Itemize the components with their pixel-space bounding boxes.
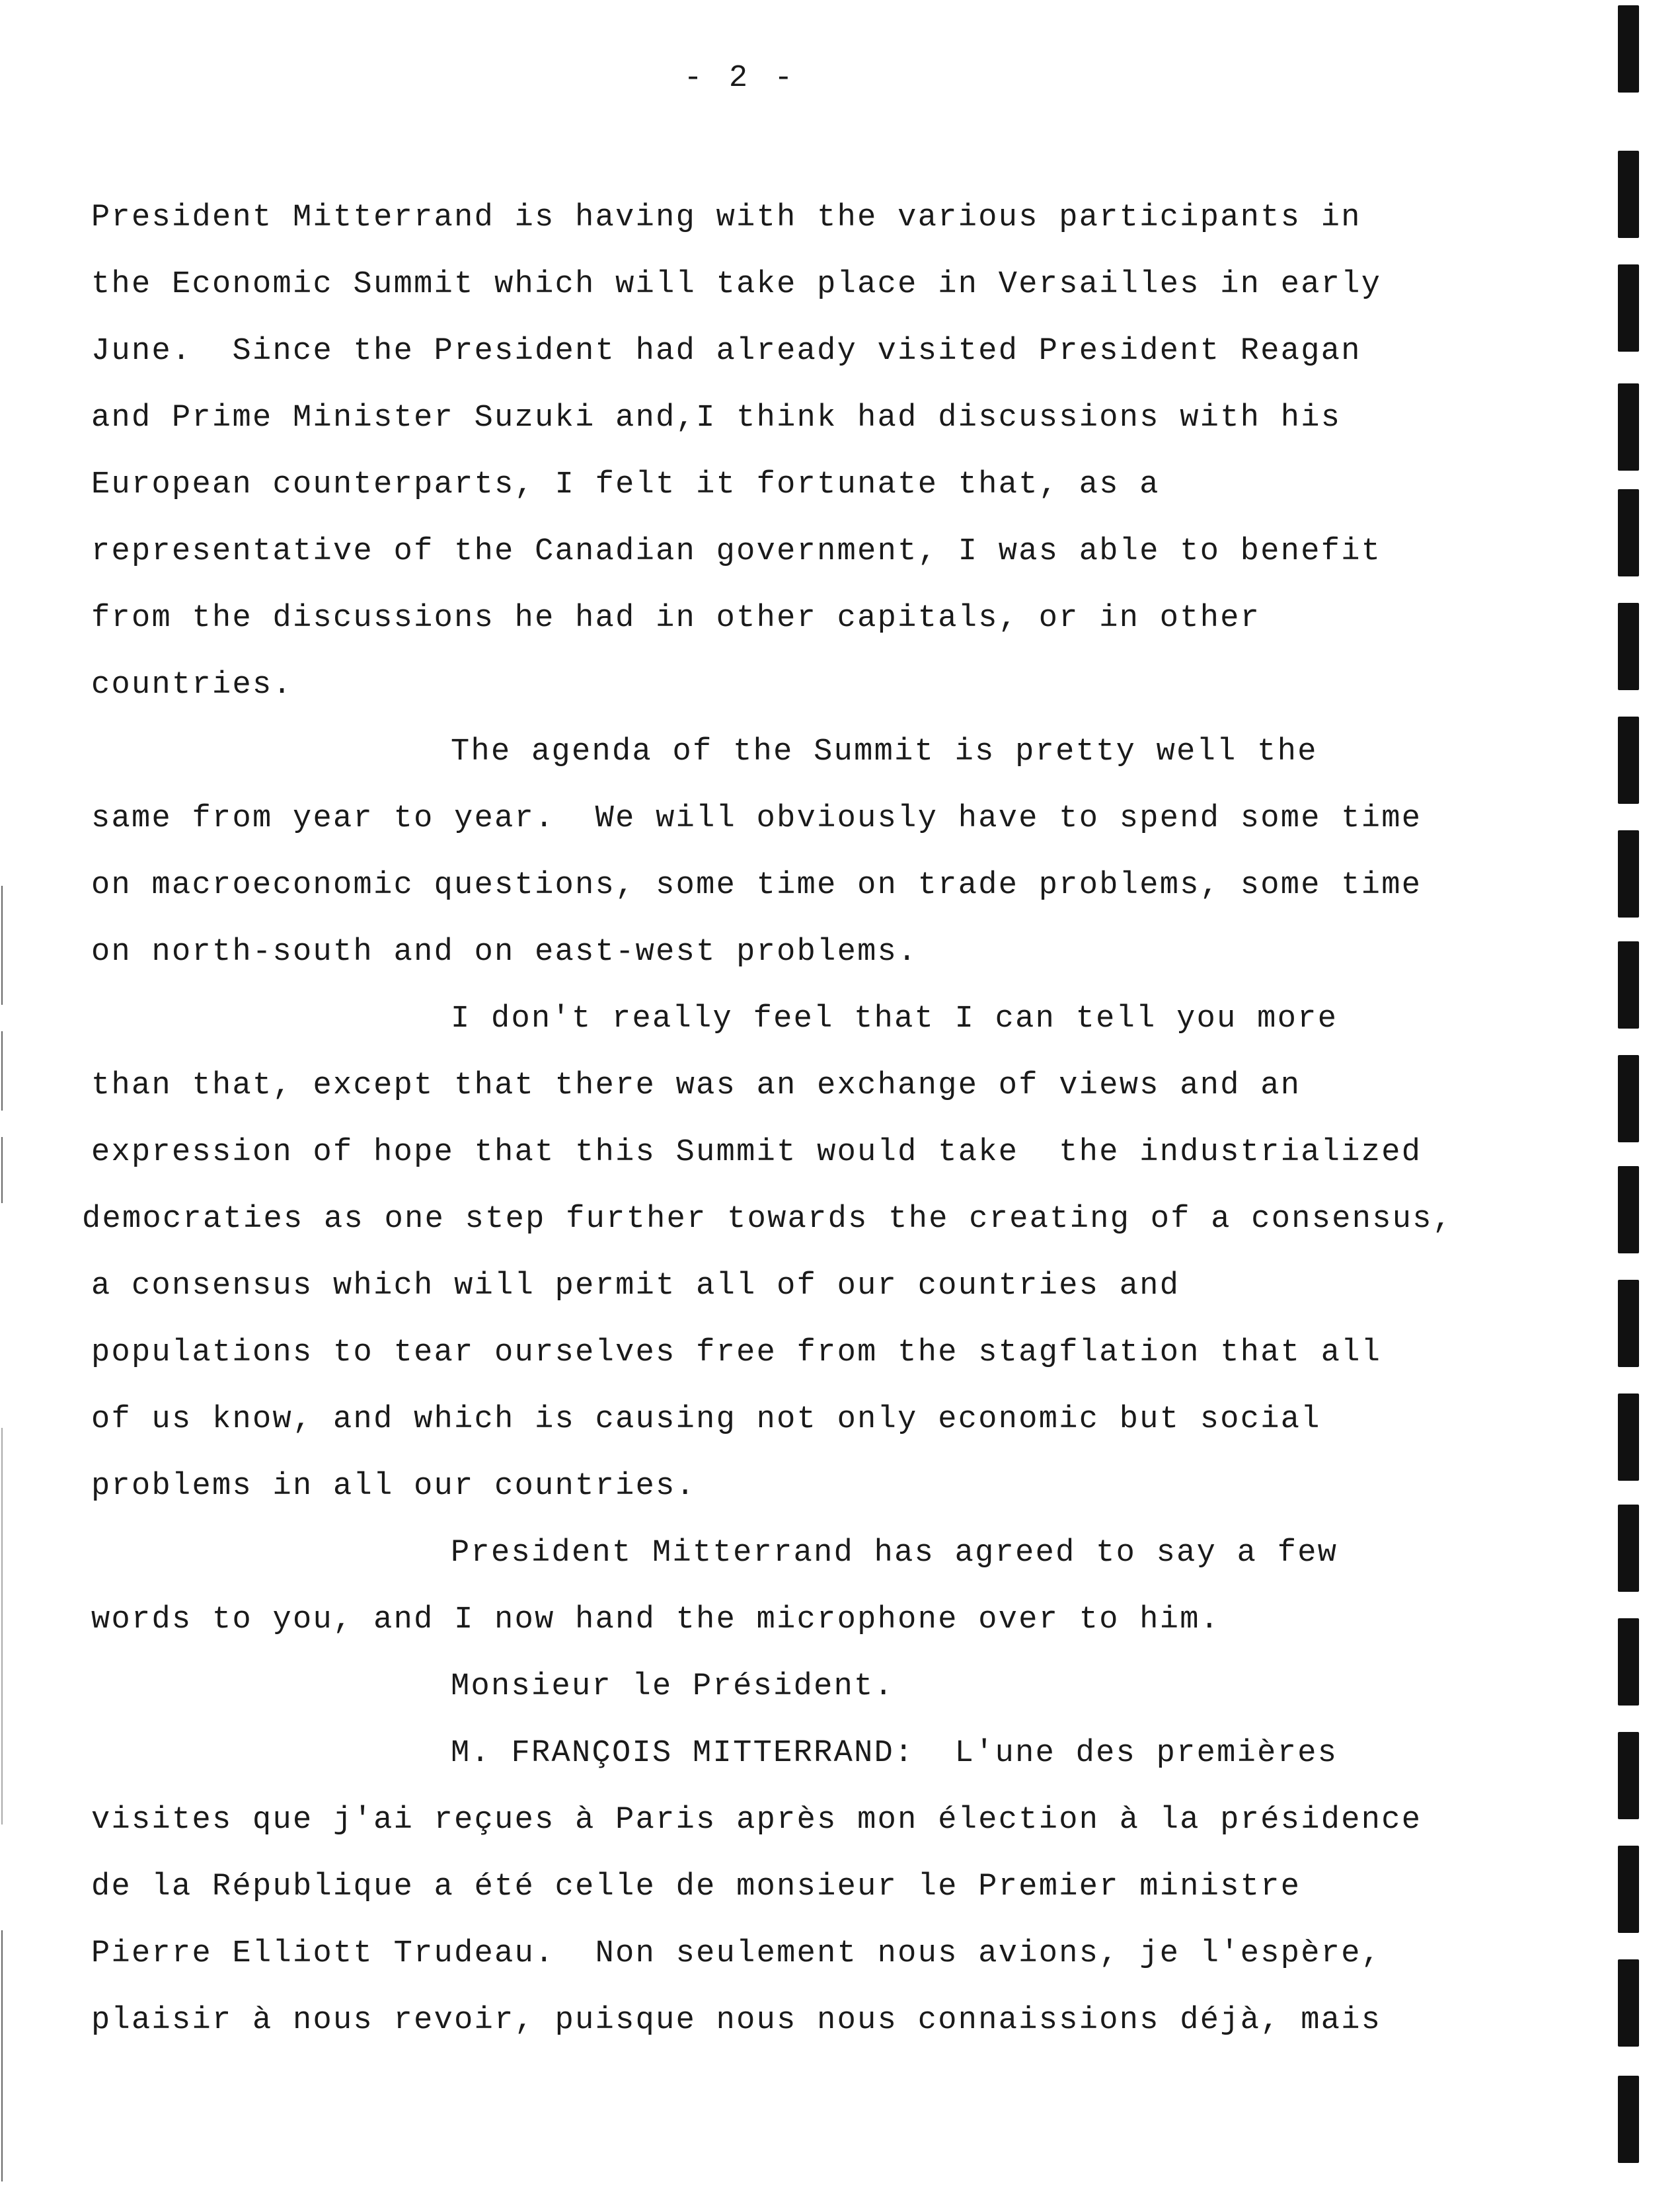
binding-hole xyxy=(1618,717,1639,804)
text-line: than that, except that there was an exchange of views and an xyxy=(91,1068,1301,1103)
text-line: expression of hope that this Summit would take the industrialized xyxy=(91,1135,1422,1170)
text-line: a consensus which will permit all of our countries and xyxy=(91,1269,1180,1304)
binding-hole xyxy=(1618,1732,1639,1819)
binding-hole xyxy=(1618,2076,1639,2163)
paragraph-first-line: The agenda of the Summit is pretty well the xyxy=(451,734,1318,769)
binding-hole xyxy=(1618,151,1639,238)
binding-hole xyxy=(1618,941,1639,1029)
paragraph-first-line: Monsieur le Président. xyxy=(451,1669,895,1704)
binding-hole xyxy=(1618,1280,1639,1367)
binding-holes-strip xyxy=(1618,0,1658,2198)
text-line: problems in all our countries. xyxy=(91,1469,697,1504)
text-line: representative of the Canadian government, I was able to benefit xyxy=(91,534,1382,569)
text-line: of us know, and which is causing not only economic but social xyxy=(91,1402,1321,1437)
binding-hole xyxy=(1618,5,1639,93)
scan-edge-mark xyxy=(1,1930,3,2181)
binding-hole xyxy=(1618,1959,1639,2047)
binding-hole xyxy=(1618,1166,1639,1253)
text-line: democraties as one step further towards the creating of a consensus, xyxy=(82,1202,1453,1237)
text-line: the Economic Summit which will take place in Versailles in early xyxy=(91,267,1382,302)
binding-hole xyxy=(1618,264,1639,352)
text-line: visites que j'ai reçues à Paris après mon élection à la présidence xyxy=(91,1803,1422,1838)
binding-hole xyxy=(1618,603,1639,690)
scan-edge-mark xyxy=(1,886,3,1005)
binding-hole xyxy=(1618,830,1639,918)
paragraph-first-line: President Mitterrand has agreed to say a few xyxy=(451,1536,1338,1571)
binding-hole xyxy=(1618,489,1639,576)
text-line: and Prime Minister Suzuki and,I think had discussions with his xyxy=(91,401,1342,436)
text-line: President Mitterrand is having with the various participants in xyxy=(91,200,1361,235)
text-line: same from year to year. We will obviously have to spend some time xyxy=(91,801,1422,836)
text-line: plaisir à nous revoir, puisque nous nous connaissions déjà, mais xyxy=(91,2003,1382,2038)
binding-hole xyxy=(1618,383,1639,471)
page-number: - 2 - xyxy=(683,61,797,96)
binding-hole xyxy=(1618,1846,1639,1933)
text-line: on macroeconomic questions, some time on trade problems, some time xyxy=(91,868,1422,903)
text-line: countries. xyxy=(91,668,293,703)
text-line: populations to tear ourselves free from the stagflation that all xyxy=(91,1335,1382,1370)
text-line: on north-south and on east-west problems. xyxy=(91,935,918,970)
text-line: European counterparts, I felt it fortunate that, as a xyxy=(91,467,1160,502)
scan-edge-mark xyxy=(1,1031,3,1111)
binding-hole xyxy=(1618,1393,1639,1481)
scan-edge-mark xyxy=(1,1137,3,1203)
text-line: from the discussions he had in other capitals, or in other xyxy=(91,601,1261,636)
text-line: Pierre Elliott Trudeau. Non seulement nous avions, je l'espère, xyxy=(91,1936,1382,1971)
paragraph-first-line: I don't really feel that I can tell you more xyxy=(451,1001,1338,1037)
binding-hole xyxy=(1618,1505,1639,1592)
speaker-line: M. FRANÇOIS MITTERRAND: L'une des premières xyxy=(451,1736,1338,1771)
text-line: de la République a été celle de monsieur le Premier ministre xyxy=(91,1869,1301,1904)
text-line: June. Since the President had already visited President Reagan xyxy=(91,334,1361,369)
binding-hole xyxy=(1618,1055,1639,1142)
binding-hole xyxy=(1618,1618,1639,1706)
scan-edge-mark xyxy=(1,1428,3,1825)
text-line: words to you, and I now hand the microphone over to him. xyxy=(91,1602,1221,1637)
